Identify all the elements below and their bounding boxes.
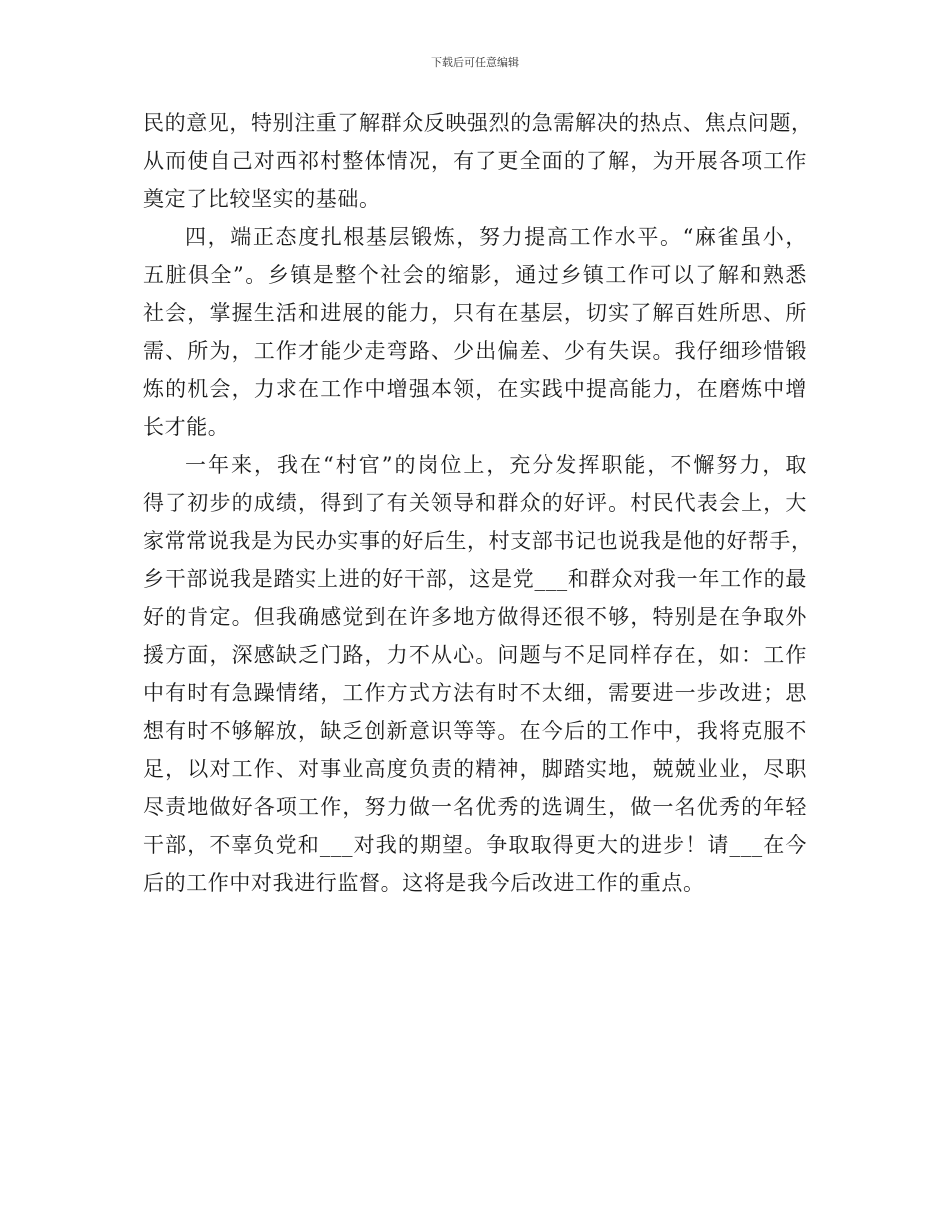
text-line: 需、所为，工作才能少走弯路、少出偏差、少有失误。我仔细珍惜锻 (143, 339, 807, 363)
text-line: 尽责地做好各项工作，努力做一名优秀的选调生，做一名优秀的年轻 (143, 795, 807, 819)
text-line: 想有时不够解放，缺乏创新意识等等。在今后的工作中，我将克服不 (143, 719, 807, 743)
text-line: 乡干部说我是踏实上进的好干部，这是党___和群众对我一年工作的最 (143, 567, 807, 591)
text-line: 民的意见，特别注重了解群众反映强烈的急需解决的热点、焦点问题， (143, 111, 813, 135)
document-body (143, 104, 813, 902)
text-line: 一年来，我在“村官”的岗位上，充分发挥职能，不懈努力，取 (185, 453, 807, 477)
text-line: 社会，掌握生活和进展的能力，只有在基层，切实了解百姓所思、所 (143, 301, 807, 325)
text-line: 后的工作中对我进行监督。这将是我今后改进工作的重点。 (143, 871, 705, 895)
text-line: 奠定了比较坚实的基础。 (143, 187, 381, 211)
text-line: 得了初步的成绩，得到了有关领导和群众的好评。村民代表会上，大 (143, 491, 807, 515)
text-line: 足，以对工作、对事业高度负责的精神，脚踏实地，兢兢业业，尽职 (143, 757, 807, 781)
text-line: 炼的机会，力求在工作中增强本领，在实践中提高能力，在磨炼中增 (143, 377, 807, 401)
text-line: 四，端正态度扎根基层锻炼，努力提高工作水平。“麻雀虽小， (185, 225, 807, 249)
text-line: 好的肯定。但我确感觉到在许多地方做得还很不够，特别是在争取外 (143, 605, 807, 629)
text-line: 干部，不辜负党和___对我的期望。争取取得更大的进步！请___在今 (143, 833, 807, 857)
text-line: 从而使自己对西祁村整体情况，有了更全面的了解，为开展各项工作 (143, 149, 807, 173)
text-line: 援方面，深感缺乏门路，力不从心。问题与不足同样存在，如：工作 (143, 643, 807, 667)
text-line: 五脏俱全”。乡镇是整个社会的缩影，通过乡镇工作可以了解和熟悉 (143, 263, 807, 287)
page-header: 下载后可任意编辑 (431, 56, 519, 69)
text-line: 家常常说我是为民办实事的好后生，村支部书记也说我是他的好帮手， (143, 529, 813, 553)
text-line: 长才能。 (143, 415, 230, 439)
text-line: 中有时有急躁情绪，工作方式方法有时不太细，需要进一步改进；思 (143, 681, 807, 705)
